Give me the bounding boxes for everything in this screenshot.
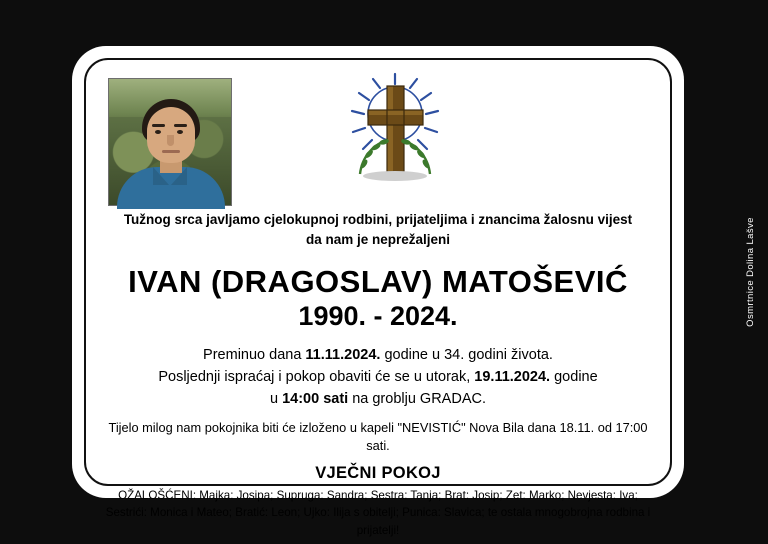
detail-line-2	[102, 366, 654, 388]
mourners-line-2: Sestrići: Monica i Mateo; Bratić: Leon; Ujko: Ilija s obitelji; Punica: Slavica; te ostala mnogobrojna rodbina i prijatelji!	[105, 506, 651, 537]
photo-nose	[167, 135, 174, 146]
detail-1-pre: Preminuo dana	[203, 346, 306, 363]
mourners-list	[102, 487, 654, 539]
funeral-details	[102, 344, 654, 411]
publisher-credit: Osmrtnice Dolina Lašve	[745, 217, 756, 327]
photo-collar-left	[153, 167, 169, 185]
lead-line-2: da nam je neprežaljeni	[305, 231, 451, 247]
detail-2-pre: Posljednji ispraćaj i pokop obaviti će se u utorak,	[158, 369, 475, 385]
obituary-card-border	[84, 58, 672, 537]
detail-line-3	[102, 388, 654, 410]
header-area	[86, 60, 670, 208]
photo-eye-right	[177, 130, 183, 134]
detail-3-time: 14:00 sati	[282, 391, 349, 408]
photo-eyebrow-left	[152, 124, 165, 127]
mourners-line-1: OŽALOŠĆENI: Majka: Josipa; Supruga: Sandra; Sestra: Tanja; Brat: Josip; Zet: Marko; Nevjesta: Iva;	[118, 488, 638, 502]
detail-1-post: godine u 34. godini života.	[380, 346, 553, 363]
photo-collar-right	[171, 167, 187, 185]
detail-3-post: na groblju GRADAC.	[348, 391, 486, 408]
lead-line-1: Tužnog srca javljamo cjelokupnoj rodbini, prijateljima i znancima žalosnu vijest	[123, 212, 633, 227]
deceased-name: IVAN (DRAGOSLAV) MATOŠEVIĆ	[128, 264, 628, 300]
photo-eye-left	[155, 130, 161, 134]
cross-emblem-icon	[340, 72, 490, 200]
detail-2-post: godine	[550, 369, 598, 385]
portrait-photo	[108, 78, 232, 206]
detail-2-date: 19.11.2024.	[474, 369, 551, 385]
photo-eyebrow-right	[174, 124, 187, 127]
detail-3-pre: u	[269, 391, 283, 408]
deceased-years: 1990. - 2024.	[298, 300, 458, 331]
obituary-card	[72, 46, 684, 537]
detail-line-1	[102, 344, 654, 366]
photo-mouth	[162, 150, 180, 153]
obituary-text-block	[102, 210, 654, 539]
detail-1-date: 11.11.2024.	[305, 346, 381, 363]
chapel-viewing-text: Tijelo milog nam pokojnika biti će izloženo u kapeli "NEVISTIĆ" Nova Bila dana 18.11. od 17:00 sati.	[108, 419, 648, 453]
eternal-rest-text: VJEČNI POKOJ	[315, 463, 441, 482]
